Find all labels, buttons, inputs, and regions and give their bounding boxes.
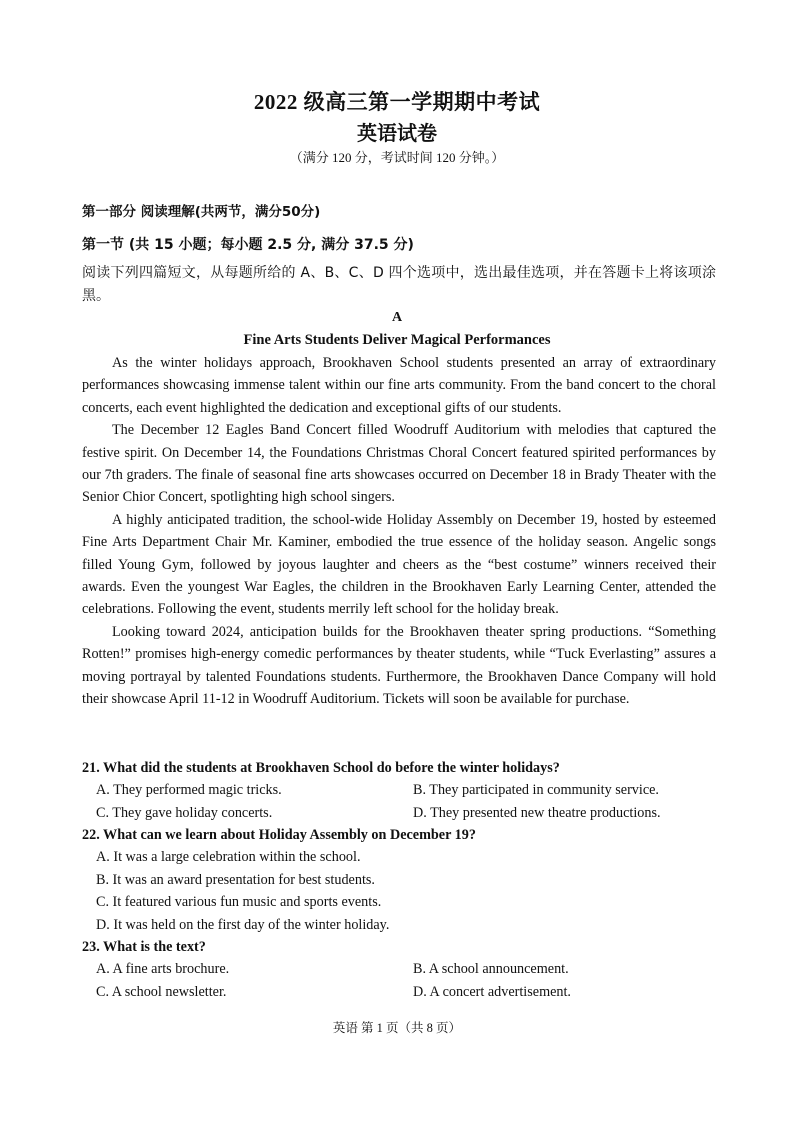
- option-row: [82, 779, 716, 801]
- passage-paragraph: Looking toward 2024, anticipation builds for the Brookhaven theater spring productions. “Something Rotten!” promises high-energy comedic performances by theater students, while “Tuck Everlasting” assures a moving portrayal by talented Foundations students. Furthermore, the Brookhaven Dance Company will hold their showcase April 11-12 in Woodruff Auditorium. Tickets will soon be available for purchase.: [82, 623, 716, 708]
- option-row: [82, 958, 716, 980]
- passage-letter: A: [391, 310, 403, 325]
- option-b: B. A school announcement.: [413, 961, 569, 978]
- option-a: A. It was a large celebration within the school.: [96, 849, 361, 866]
- exam-subject: 英语试卷: [357, 123, 437, 145]
- question-22: [82, 824, 716, 936]
- instructions: 阅读下列四篇短文，从每题所给的 A、B、C、D 四个选项中，选出最佳选项，并在答题卡上将该项涂黑。: [82, 265, 716, 304]
- passage-paragraph: A highly anticipated tradition, the school-wide Holiday Assembly on December 19, hosted by esteemed Fine Arts Department Chair Mr. Kaminer, embodied the true essence of the holiday season. Angelic songs filled Young Gym, followed by joyous laughter and cheers as the “best costume” winners received their awards. Even the youngest War Eagles, the children in the Brookhaven Early Learning Center, attended the celebrations. Following the event, students merrily left school for the holiday break.: [82, 511, 716, 618]
- option-c: C. It featured various fun music and sports events.: [96, 894, 382, 911]
- page-footer: 英语 第 1 页（共 8 页）: [332, 1021, 462, 1035]
- question-stem: 23. What is the text?: [82, 939, 206, 955]
- passage-paragraph: The December 12 Eagles Band Concert filled Woodruff Auditorium with melodies that captured the festive spirit. On December 14, the Foundations Christmas Choral Concert featured spirited performances by our 7th graders. The finale of seasonal fine arts showcases occurred on December 18 in Brady Theater with the Senior Chior Concert, spotlighting high school singers.: [82, 422, 716, 506]
- passage-body: [82, 352, 716, 711]
- option-b: B. It was an award presentation for best students.: [96, 871, 375, 888]
- section-heading: 第一节 (共 15 小题；每小题 2.5 分, 满分 37.5 分): [82, 237, 414, 253]
- part-heading: 第一部分 阅读理解(共两节，满分50分): [82, 204, 321, 220]
- option-a: A. They performed magic tricks.: [96, 782, 282, 799]
- exam-note: （满分 120 分，考试时间 120 分钟。）: [289, 150, 505, 165]
- option-a: A. A fine arts brochure.: [96, 961, 230, 978]
- option-c: C. A school newsletter.: [96, 983, 227, 1000]
- question-stem: 21. What did the students at Brookhaven School do before the winter holidays?: [82, 760, 560, 776]
- passage-paragraph: As the winter holidays approach, Brookhaven School students presented an array of extraordinary performances showcasing immense talent within our fine arts community. From the band concert to the choral concerts, each event highlighted the dedication and exceptional gifts of our students.: [82, 355, 716, 416]
- option-d: D. It was held on the first day of the winter holiday.: [96, 916, 390, 933]
- question-23: [82, 936, 716, 1003]
- exam-title: 2022 级高三第一学期期中考试: [253, 90, 541, 114]
- option-d: D. They presented new theatre productions.: [413, 804, 661, 821]
- option-row: [82, 981, 716, 1003]
- option-c: C. They gave holiday concerts.: [96, 804, 273, 821]
- passage-title: Fine Arts Students Deliver Magical Performances: [243, 332, 551, 348]
- option-b: B. They participated in community service.: [413, 782, 659, 799]
- question-21: [82, 757, 716, 824]
- option-row: [82, 802, 716, 824]
- option-d: D. A concert advertisement.: [413, 983, 571, 1000]
- question-stem: 22. What can we learn about Holiday Assembly on December 19?: [82, 827, 476, 843]
